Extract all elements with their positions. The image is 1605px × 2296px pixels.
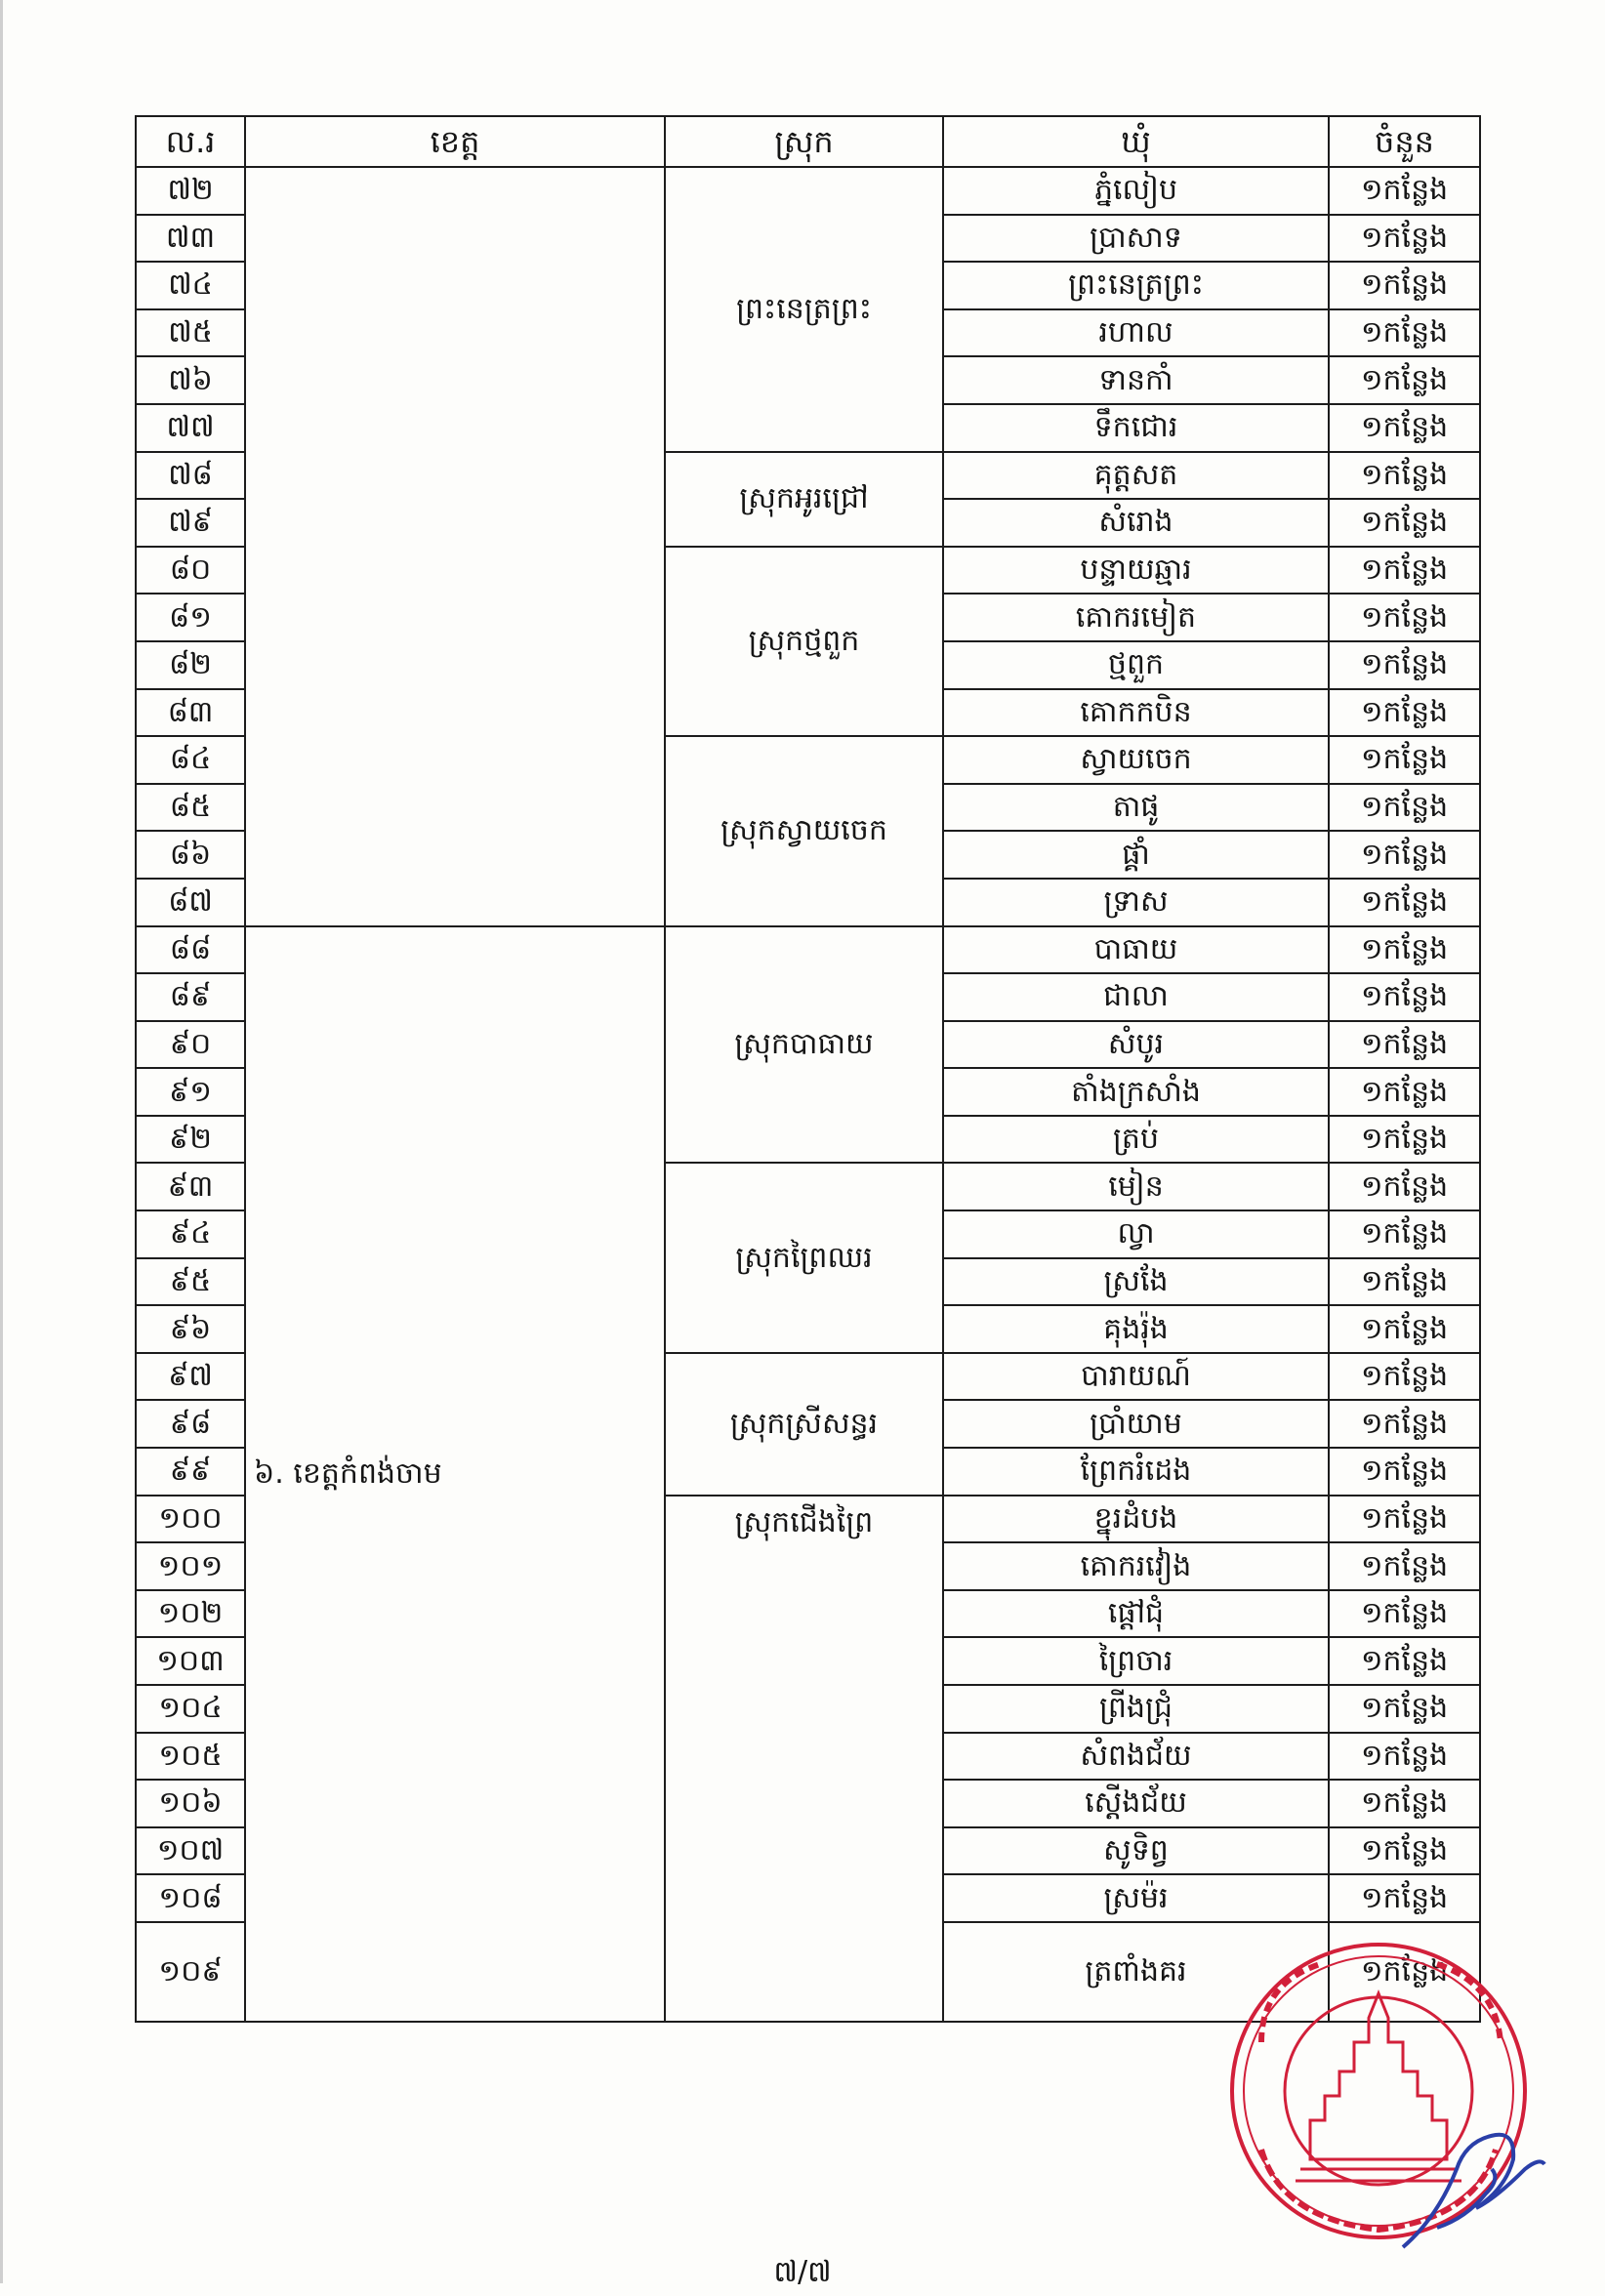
commune-cell: ផ្ដៅជុំ [943, 1590, 1329, 1638]
commune-cell: គុត្តសត [943, 452, 1329, 500]
commune-cell: ប្រាំយាម [943, 1400, 1329, 1448]
count-cell: ១កន្លែង [1329, 262, 1480, 309]
count-cell: ១កន្លែង [1329, 215, 1480, 263]
count-cell: ១កន្លែង [1329, 1210, 1480, 1258]
count-cell: ១កន្លែង [1329, 1922, 1480, 2022]
commune-cell: បារាយណ៍ [943, 1353, 1329, 1401]
count-cell: ១កន្លែង [1329, 594, 1480, 641]
commune-cell: រហាល [943, 309, 1329, 357]
header-count: ចំនួន [1329, 116, 1480, 167]
commune-cell: ត្រប់ [943, 1116, 1329, 1164]
count-cell: ១កន្លែង [1329, 784, 1480, 832]
district-cell: ស្រុកថ្មពួក [665, 547, 943, 736]
row-number: ៨៦ [136, 831, 245, 879]
row-number: ៧៦ [136, 356, 245, 404]
count-cell: ១កន្លែង [1329, 1874, 1480, 1922]
row-number: ១០២ [136, 1590, 245, 1638]
row-number: ៩៦ [136, 1305, 245, 1353]
row-number: ១០៩ [136, 1922, 245, 2022]
commune-cell: ទ្រាស [943, 879, 1329, 926]
row-number: ១០៤ [136, 1685, 245, 1733]
commune-cell: តាផូ [943, 784, 1329, 832]
count-cell: ១កន្លែង [1329, 1305, 1480, 1353]
row-number: ៩១ [136, 1068, 245, 1116]
count-cell: ១កន្លែង [1329, 736, 1480, 784]
commune-cell: តាំងក្រសាំង [943, 1068, 1329, 1116]
header-no: ល.រ [136, 116, 245, 167]
count-cell: ១កន្លែង [1329, 547, 1480, 594]
commune-cell: ស្រម៉រ [943, 1874, 1329, 1922]
commune-cell: គុងរ៉ុង [943, 1305, 1329, 1353]
count-cell: ១កន្លែង [1329, 1637, 1480, 1685]
commune-cell: ផ្គាំ [943, 831, 1329, 879]
count-cell: ១កន្លែង [1329, 1827, 1480, 1875]
count-cell: ១កន្លែង [1329, 1685, 1480, 1733]
commune-cell: ព្រីងជ្រុំ [943, 1685, 1329, 1733]
commune-cell: សំរោង [943, 499, 1329, 547]
commune-cell: គោករវៀង [943, 1542, 1329, 1590]
commune-cell: គោកកបិន [943, 689, 1329, 737]
row-number: ៧២ [136, 167, 245, 215]
row-number: ៨៨ [136, 926, 245, 974]
commune-cell: ស្រងែ [943, 1258, 1329, 1306]
district-cell: ស្រុកអូរជ្រៅ [665, 452, 943, 547]
row-number: ១០០ [136, 1496, 245, 1543]
count-cell: ១កន្លែង [1329, 1496, 1480, 1543]
count-cell: ១កន្លែង [1329, 309, 1480, 357]
count-cell: ១កន្លែង [1329, 689, 1480, 737]
row-number: ៩៨ [136, 1400, 245, 1448]
header-commune: ឃុំ [943, 116, 1329, 167]
commune-cell: ព្រែករំដេង [943, 1448, 1329, 1496]
row-number: ៨២ [136, 641, 245, 689]
district-cell: ស្រុកព្រៃឈរ [665, 1163, 943, 1352]
row-number: ៨០ [136, 547, 245, 594]
commune-cell: ស្វាយចេក [943, 736, 1329, 784]
commune-cell: សំបូរ [943, 1021, 1329, 1069]
row-number: ១០៥ [136, 1733, 245, 1781]
district-cell: ស្រុកស្វាយចេក [665, 736, 943, 925]
province-cell [245, 167, 665, 926]
count-cell: ១កន្លែង [1329, 167, 1480, 215]
count-cell: ១កន្លែង [1329, 356, 1480, 404]
commune-cell: ត្រពាំងគរ [943, 1922, 1329, 2022]
row-number: ៨៧ [136, 879, 245, 926]
count-cell: ១កន្លែង [1329, 973, 1480, 1021]
row-number: ១០១ [136, 1542, 245, 1590]
count-cell: ១កន្លែង [1329, 1400, 1480, 1448]
row-number: ៩៥ [136, 1258, 245, 1306]
table-row [136, 167, 1480, 215]
row-number: ៩៧ [136, 1353, 245, 1401]
district-cell: ស្រុកបាធាយ [665, 926, 943, 1164]
count-cell: ១កន្លែង [1329, 831, 1480, 879]
page-number: ៧/៧ [773, 2255, 832, 2289]
commune-cell: ទានកាំ [943, 356, 1329, 404]
row-number: ៧៩ [136, 499, 245, 547]
row-number: ១០៨ [136, 1874, 245, 1922]
location-table [135, 115, 1481, 2023]
commune-cell: មៀន [943, 1163, 1329, 1210]
row-number: ៨១ [136, 594, 245, 641]
district-cell: ស្រុកស្រីសន្ធរ [665, 1353, 943, 1496]
count-cell: ១កន្លែង [1329, 1116, 1480, 1164]
count-cell: ១កន្លែង [1329, 926, 1480, 974]
count-cell: ១កន្លែង [1329, 1021, 1480, 1069]
district-cell: ព្រះនេត្រព្រះ [665, 167, 943, 452]
row-number: ៩៤ [136, 1210, 245, 1258]
count-cell: ១កន្លែង [1329, 1163, 1480, 1210]
row-number: ៧៣ [136, 215, 245, 263]
count-cell: ១កន្លែង [1329, 641, 1480, 689]
count-cell: ១កន្លែង [1329, 1780, 1480, 1827]
row-number: ៩៩ [136, 1448, 245, 1496]
commune-cell: ខ្នុរដំបង [943, 1496, 1329, 1543]
count-cell: ១កន្លែង [1329, 1258, 1480, 1306]
commune-cell: សំពងជ័យ [943, 1733, 1329, 1781]
district-cell: ស្រុកជើងព្រៃ [665, 1496, 943, 2022]
commune-cell: ជាលា [943, 973, 1329, 1021]
count-cell: ១កន្លែង [1329, 404, 1480, 452]
row-number: ៧៤ [136, 262, 245, 309]
count-cell: ១កន្លែង [1329, 1353, 1480, 1401]
commune-cell: ល្វា [943, 1210, 1329, 1258]
row-number: ៧៧ [136, 404, 245, 452]
commune-cell: ភ្នំលៀប [943, 167, 1329, 215]
header-province: ខេត្ត [245, 116, 665, 167]
row-number: ៩០ [136, 1021, 245, 1069]
commune-cell: ស្ដើងជ័យ [943, 1780, 1329, 1827]
commune-cell: បន្ទាយឆ្មារ [943, 547, 1329, 594]
commune-cell: ប្រាសាទ [943, 215, 1329, 263]
row-number: ៨៤ [136, 736, 245, 784]
province-cell: ៦. ខេត្តកំពង់ចាម [245, 926, 665, 2022]
commune-cell: ព្រៃចារ [943, 1637, 1329, 1685]
commune-cell: គោករមៀត [943, 594, 1329, 641]
commune-cell: ទឹកជោរ [943, 404, 1329, 452]
commune-cell: ថ្មពួក [943, 641, 1329, 689]
count-cell: ១កន្លែង [1329, 879, 1480, 926]
table-row [136, 926, 1480, 974]
count-cell: ១កន្លែង [1329, 452, 1480, 500]
row-number: ១០៣ [136, 1637, 245, 1685]
row-number: ៩៣ [136, 1163, 245, 1210]
count-cell: ១កន្លែង [1329, 1733, 1480, 1781]
header-district: ស្រុក [665, 116, 943, 167]
commune-cell: ព្រះនេត្រព្រះ [943, 262, 1329, 309]
row-number: ១០៦ [136, 1780, 245, 1827]
row-number: ៨៩ [136, 973, 245, 1021]
count-cell: ១កន្លែង [1329, 1542, 1480, 1590]
row-number: ៩២ [136, 1116, 245, 1164]
table-body [136, 167, 1480, 2022]
row-number: ៧៨ [136, 452, 245, 500]
commune-cell: សូទិព្វ [943, 1827, 1329, 1875]
header-row [136, 116, 1480, 167]
count-cell: ១កន្លែង [1329, 1068, 1480, 1116]
count-cell: ១កន្លែង [1329, 499, 1480, 547]
row-number: ៧៥ [136, 309, 245, 357]
row-number: ១០៧ [136, 1827, 245, 1875]
count-cell: ១កន្លែង [1329, 1590, 1480, 1638]
row-number: ៨៣ [136, 689, 245, 737]
row-number: ៨៥ [136, 784, 245, 832]
count-cell: ១កន្លែង [1329, 1448, 1480, 1496]
commune-cell: បាធាយ [943, 926, 1329, 974]
